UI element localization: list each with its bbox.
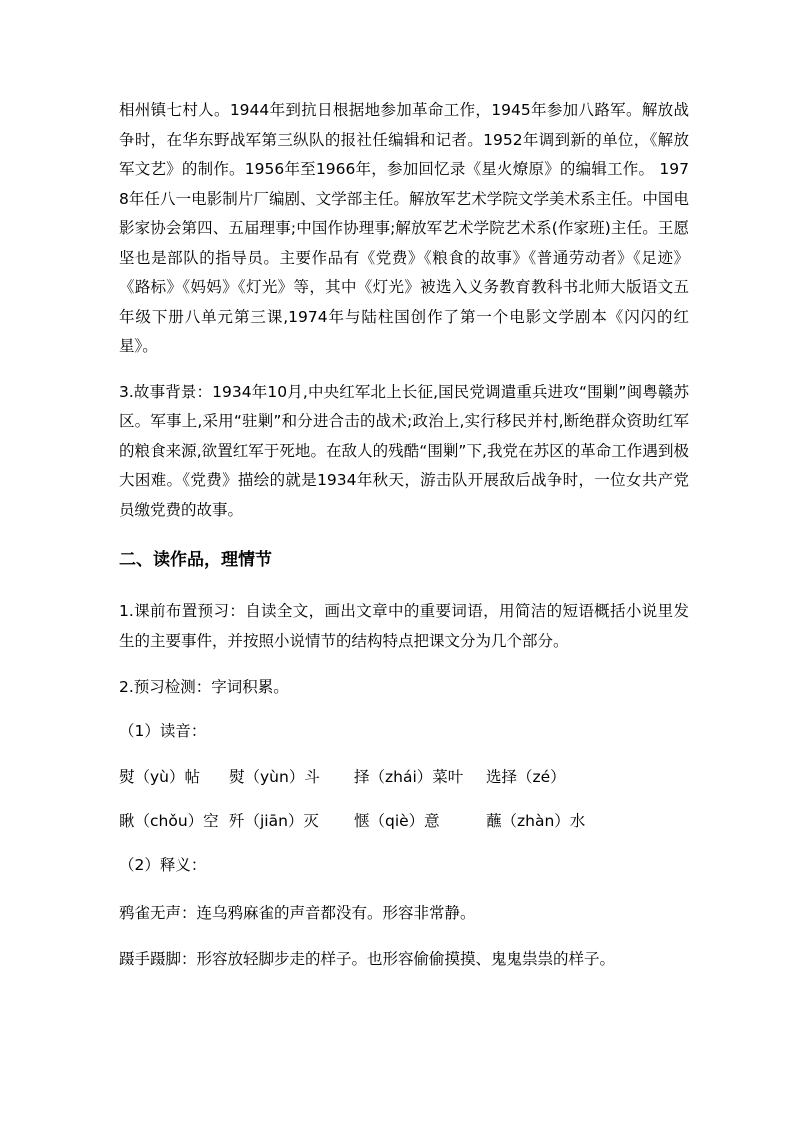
story-background-paragraph: 3.故事背景：1934年10月,中央红军北上长征,国民党调遣重兵进攻“围剿”闽粤赣苏区。军事上,采用“驻剿”和分进合击的战术;政治上,实行移民并村,断绝群众资助红军的粮食来源,欲置红军于死地。在敌人的残酷“围剿”下,我党在苏区的革命工作遇到极大困难。《党费》描绘的就是1934年秋天，游击队开展敌后战争时，一位女共产党员缴党费的故事。: [119, 382, 689, 519]
definition-item: 蹑手蹑脚：形容放轻脚步走的样子。也形容偷偷摸摸、鬼鬼祟祟的样子。: [119, 950, 616, 968]
page-content: [119, 96, 689, 972]
preview-check-paragraph: 2.预习检测：字词积累。: [119, 678, 289, 696]
author-bio-paragraph: 相州镇七村人。1944年到抗日根据地参加革命工作，1945年参加八路军。解放战争时，在华东野战军第三纵队的报社任编辑和记者。1952年调到新的单位，《解放军文艺》的制作。1956年至1966年，参加回忆录《星火燎原》的编辑工作。 1978年任八一电影制片厂编剧、文学部主任。解放军艺术学院文学美术系主任。中国电影家协会第四、五届理事;中国作协理事;解放军艺术学院艺术系(作家班)主任。王愿坚也是部队的指导员。主要作品有《党费》《粮食的故事》《普通劳动者》《足迹》《路标》《妈妈》《灯光》等，其中《灯光》被选入义务教育教科书北师大版语文五年级下册八单元第三课,1974年与陆柱国创作了第一个电影文学剧本《闪闪的红星》。: [119, 101, 689, 355]
pronunciation-row: [119, 764, 689, 790]
pronunciation-item: 选择（zé）: [486, 768, 566, 786]
pronunciation-subheading: （1）读音：: [119, 722, 207, 740]
section-heading: 二、读作品，理情节: [119, 550, 272, 570]
definition-item: 鸦雀无声：连乌鸦麻雀的声音都没有。形容非常静。: [119, 904, 476, 922]
pronunciation-item: 惬（qiè）意: [354, 812, 440, 830]
pronunciation-item: 熨（yù）帖: [119, 768, 200, 786]
pronunciation-row: [119, 808, 689, 834]
preview-task-paragraph: 1.课前布置预习：自读全文，画出文章中的重要词语，用简洁的短语概括小说里发生的主要事件，并按照小说情节的结构特点把课文分为几个部分。: [119, 602, 689, 650]
pronunciation-item: 熨（yùn）斗: [229, 768, 320, 786]
pronunciation-item: 歼（jiān）灭: [229, 812, 319, 830]
pronunciation-item: 瞅（chǒu）空: [119, 812, 219, 830]
pronunciation-item: 择（zhái）菜叶: [354, 768, 464, 786]
meaning-subheading: （2）释义：: [119, 856, 207, 874]
pronunciation-item: 蘸（zhàn）水: [486, 812, 586, 830]
